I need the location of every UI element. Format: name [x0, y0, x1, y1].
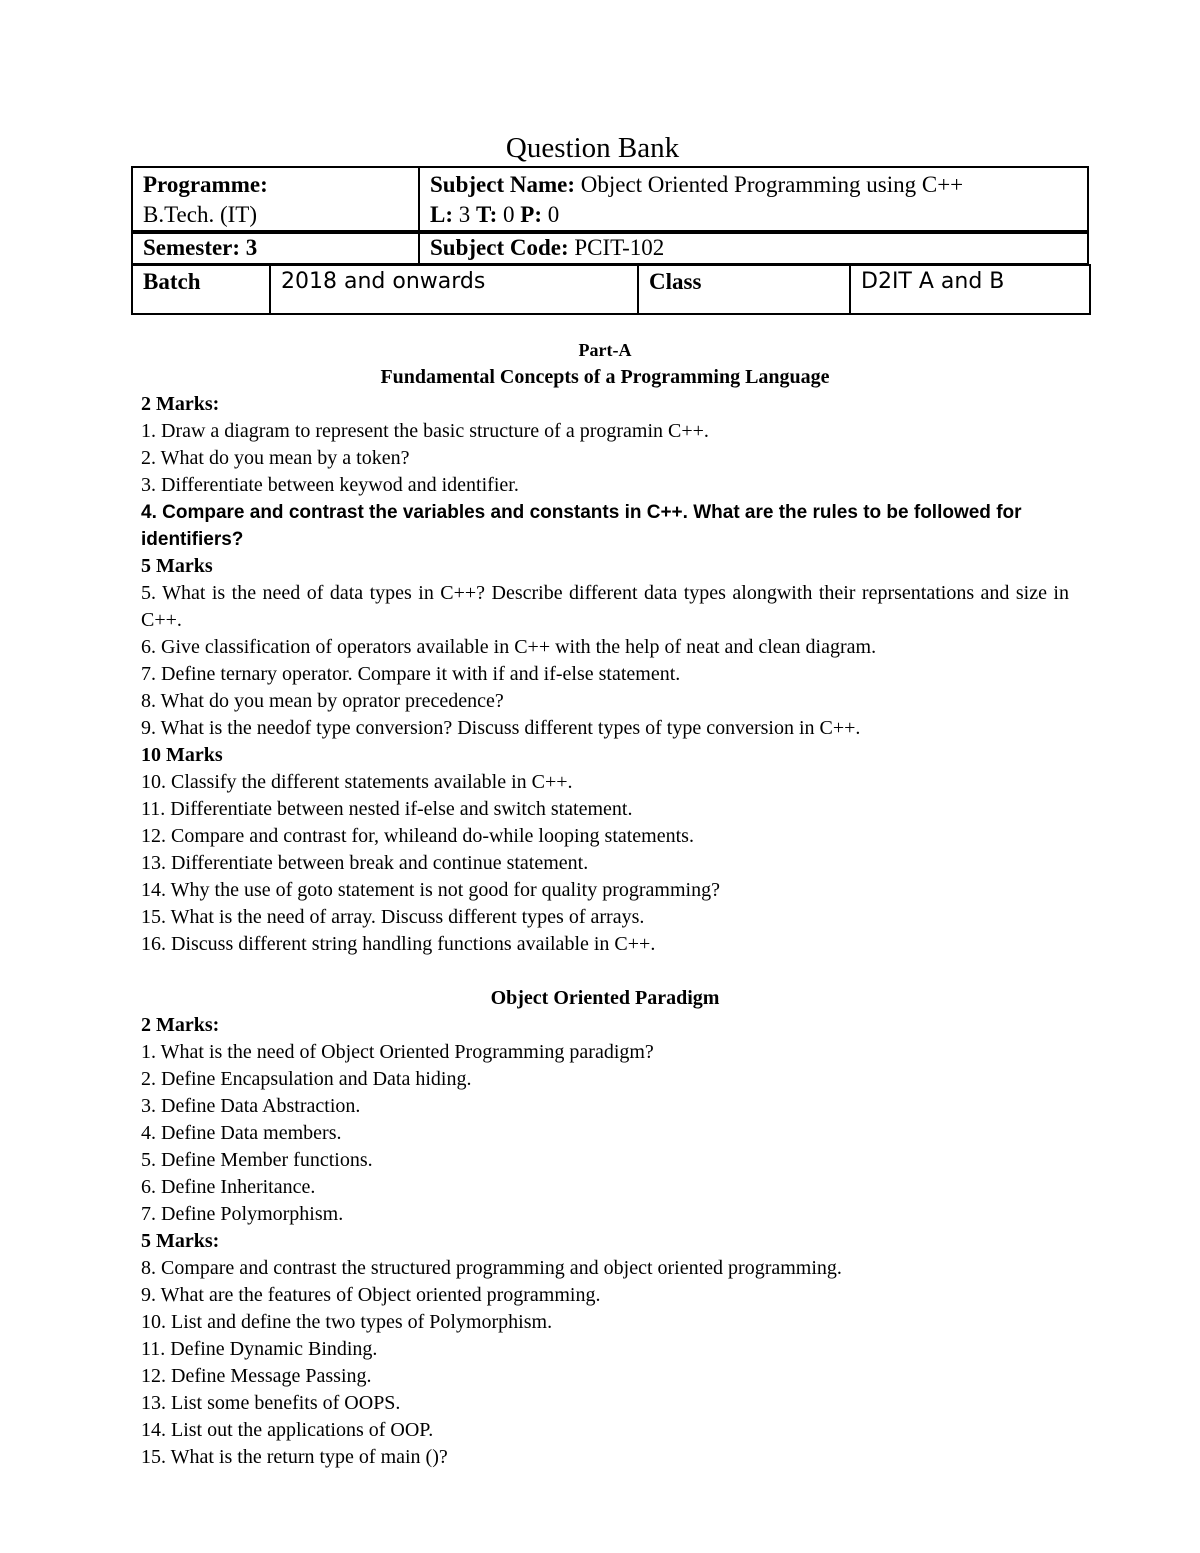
semester-cell	[132, 231, 419, 264]
question-item: 5. Define Member functions.	[141, 1149, 373, 1171]
question-item: 4. Compare and contrast the variables and constants in C++. What are the rules to be followed for identifiers?	[141, 502, 1022, 550]
marks-heading: 5 Marks	[141, 555, 213, 577]
subject-code-value: PCIT-102	[574, 235, 665, 260]
ltp-l-label: L:	[430, 202, 453, 227]
question-item: 15. What is the return type of main ()?	[141, 1446, 448, 1468]
subject-name-value: Object Oriented Programming using C++	[580, 172, 964, 197]
batch-label-cell	[132, 265, 270, 314]
semester-label: Semester: 3	[143, 235, 258, 260]
section-title: Object Oriented Paradigm	[490, 987, 720, 1009]
question-item: 2. What do you mean by a token?	[141, 447, 410, 469]
programme-label: Programme:	[143, 172, 268, 197]
ltp-t-label: T:	[476, 202, 498, 227]
part-label: Part-A	[578, 340, 632, 360]
question-item: 7. Define ternary operator. Compare it with if and if-else statement.	[141, 663, 681, 685]
question-item: 2. Define Encapsulation and Data hiding.	[141, 1068, 472, 1090]
question-item: 12. Compare and contrast for, whileand do-while looping statements.	[141, 825, 694, 847]
programme-subject-table	[131, 166, 1089, 234]
question-item: 3. Define Data Abstraction.	[141, 1095, 361, 1117]
ltp-l-value: 3	[458, 202, 471, 227]
question-item: 9. What are the features of Object oriented programming.	[141, 1284, 601, 1306]
question-item: 13. Differentiate between break and continue statement.	[141, 852, 589, 874]
class-label-cell	[638, 265, 850, 314]
page-title: Question Bank	[505, 132, 680, 164]
subject-code-cell	[419, 231, 1088, 264]
question-item: 10. Classify the different statements available in C++.	[141, 771, 573, 793]
marks-heading: 2 Marks:	[141, 393, 220, 415]
question-item: 4. Define Data members.	[141, 1122, 342, 1144]
question-item: 7. Define Polymorphism.	[141, 1203, 344, 1225]
batch-label: Batch	[143, 269, 201, 294]
subject-name-label: Subject Name:	[430, 172, 575, 197]
ltp-p-label: P:	[520, 202, 543, 227]
section-spacer	[141, 958, 1069, 985]
ltp-t-value: 0	[503, 202, 515, 227]
class-value: D2IT A and B	[850, 265, 1090, 314]
question-item: 6. Give classification of operators available in C++ with the help of neat and clean diagram.	[141, 636, 877, 658]
marks-heading: 5 Marks:	[141, 1230, 220, 1252]
question-item: 16. Discuss different string handling functions available in C++.	[141, 933, 656, 955]
programme-value: B.Tech. (IT)	[143, 202, 257, 227]
question-item: 6. Define Inheritance.	[141, 1176, 316, 1198]
section-title: Fundamental Concepts of a Programming Language	[380, 366, 830, 388]
question-item: 15. What is the need of array. Discuss different types of arrays.	[141, 906, 645, 928]
class-label: Class	[649, 269, 702, 294]
subject-code-label: Subject Code:	[430, 235, 569, 260]
ltp-p-value: 0	[547, 202, 560, 227]
question-item: 14. Why the use of goto statement is not good for quality programming?	[141, 879, 720, 901]
question-item: 5. What is the need of data types in C++? Describe different data types alongwith their reprsentations and size in C++.	[141, 582, 1069, 631]
question-item: 12. Define Message Passing.	[141, 1365, 372, 1387]
question-content	[141, 336, 1069, 1471]
question-item: 8. What do you mean by oprator precedence?	[141, 690, 504, 712]
subject-name-cell	[419, 167, 1088, 233]
question-item: 11. Define Dynamic Binding.	[141, 1338, 378, 1360]
question-item: 10. List and define the two types of Polymorphism.	[141, 1311, 553, 1333]
question-item: 9. What is the needof type conversion? Discuss different types of type conversion in C++.	[141, 717, 861, 739]
question-item: 11. Differentiate between nested if-else and switch statement.	[141, 798, 633, 820]
question-item: 14. List out the applications of OOP.	[141, 1419, 434, 1441]
marks-heading: 2 Marks:	[141, 1014, 220, 1036]
question-item: 3. Differentiate between keywod and identifier.	[141, 474, 519, 496]
programme-cell	[132, 167, 419, 233]
question-item: 1. What is the need of Object Oriented Programming paradigm?	[141, 1041, 654, 1063]
question-item: 13. List some benefits of OOPS.	[141, 1392, 401, 1414]
batch-value: 2018 and onwards	[270, 265, 638, 314]
marks-heading: 10 Marks	[141, 744, 223, 766]
ltp-line	[430, 200, 1077, 230]
question-item: 8. Compare and contrast the structured programming and object oriented programming.	[141, 1257, 842, 1279]
batch-class-table	[131, 264, 1091, 315]
question-item: 1. Draw a diagram to represent the basic structure of a programin C++.	[141, 420, 709, 442]
semester-code-table	[131, 230, 1089, 265]
